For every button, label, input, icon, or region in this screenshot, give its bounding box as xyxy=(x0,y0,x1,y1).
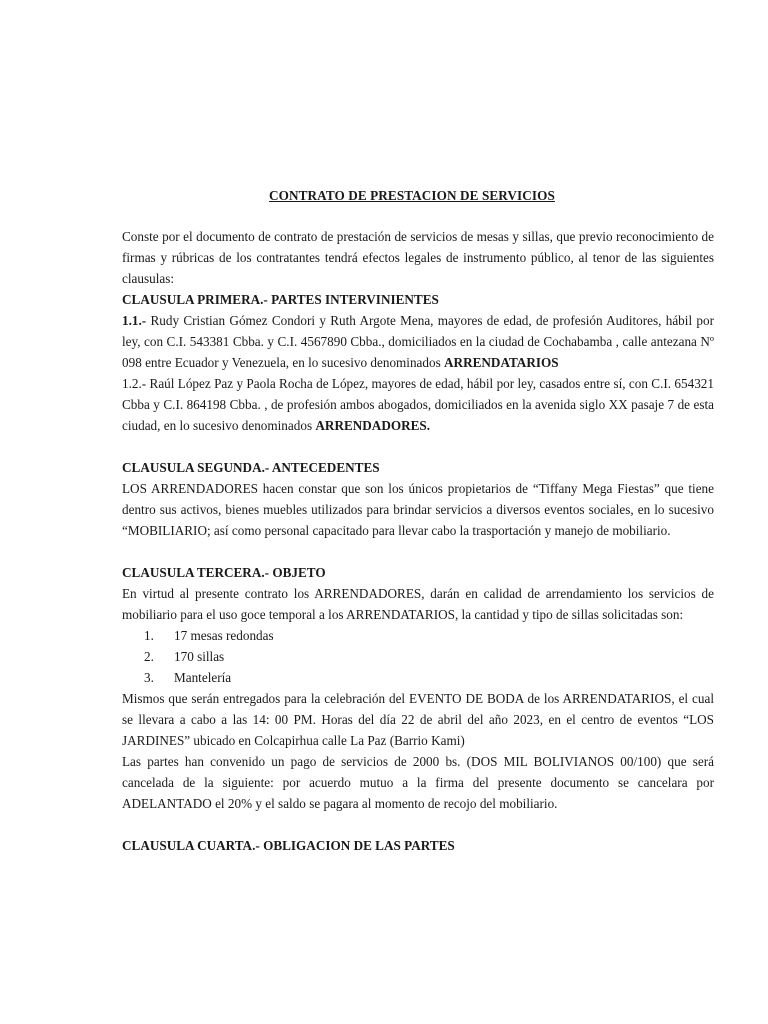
clause1-paragraph1 xyxy=(122,310,714,373)
intro-paragraph: Conste por el documento de contrato de prestación de servicios de mesas y sillas, que previo reconocimiento de firmas y rúbricas de los contratantes tendrá efectos legales de instrumento público, al tenor de las siguientes clausulas: xyxy=(122,229,714,286)
document-title: CONTRATO DE PRESTACION DE SERVICIOS xyxy=(269,188,555,203)
clause3-paragraph1: En virtud al presente contrato los ARRENDADORES, darán en calidad de arrendamiento los servicios de mobiliario para el uso goce temporal a los ARRENDATARIOS, la cantidad y tipo de sillas solicitadas son: xyxy=(122,586,714,622)
clause1-p1-text: Rudy Cristian Gómez Condori y Ruth Argote Mena, mayores de edad, de profesión Auditores, hábil por ley, con C.I. 543381 Cbba. y C.I. 4567890 Cbba., domiciliados en la ciudad de Cochabamba , calle antezana Nº 098 entre Ecuador y Venezuela, en lo sucesivo denominados xyxy=(122,313,714,370)
clause3-paragraph3: Las partes han convenido un pago de servicios de 2000 bs. (DOS MIL BOLIVIANOS 00/100) que será cancelada de la siguiente: por acuerdo mutuo a la firma del presente documento se cancelara por ADELANTADO el 20% y el saldo se pagara al momento de recojo del mobiliario. xyxy=(122,754,714,811)
list-item-label: 17 mesas redondas xyxy=(174,628,274,643)
list-item xyxy=(144,667,714,688)
clause1-p1-role: ARRENDATARIOS xyxy=(444,355,559,370)
list-item-number: 3. xyxy=(144,670,154,685)
clause1-p1-label: 1.1.- xyxy=(122,313,147,328)
clause1-p2-role: ARRENDADORES. xyxy=(315,418,431,433)
clause2-paragraph: LOS ARRENDADORES hacen constar que son los únicos propietarios de “Tiffany Mega Fiestas” que tiene dentro sus activos, bienes muebles utilizados para brindar servicios a diversos eventos sociales, en lo sucesivo “MOBILIARIO; así como personal capacitado para llevar cabo la trasportación y manejo de mobiliario. xyxy=(122,481,714,538)
clause1-heading: CLAUSULA PRIMERA.- PARTES INTERVINIENTES xyxy=(122,292,439,307)
spacer xyxy=(122,814,714,835)
list-item-number: 2. xyxy=(144,649,154,664)
spacer xyxy=(122,436,714,457)
clause1-paragraph2 xyxy=(122,373,714,436)
items-list xyxy=(122,625,714,688)
list-item-label: 170 sillas xyxy=(174,649,225,664)
clause2-heading: CLAUSULA SEGUNDA.- ANTECEDENTES xyxy=(122,460,380,475)
clause3-heading: CLAUSULA TERCERA.- OBJETO xyxy=(122,565,326,580)
clause3-paragraph2: Mismos que serán entregados para la celebración del EVENTO DE BODA de los ARRENDATARIOS, el cual se llevara a cabo a las 14: 00 PM. Horas del día 22 de abril del año 2023, en el centro de eventos “LOS JARDINES” ubicado en Colcapirhua calle La Paz (Barrio Kami) xyxy=(122,691,714,748)
list-item xyxy=(144,625,714,646)
list-item xyxy=(144,646,714,667)
clause1-p2-text: 1.2.- Raúl López Paz y Paola Rocha de López, mayores de edad, hábil por ley, casados entre sí, con C.I. 654321 Cbba y C.I. 864198 Cbba. , de profesión ambos abogados, domiciliados en la avenida siglo XX pasaje 7 de esta ciudad, en lo sucesivo denominados xyxy=(122,376,714,433)
spacer xyxy=(122,541,714,562)
list-item-label: Mantelería xyxy=(174,670,232,685)
clause4-heading: CLAUSULA CUARTA.- OBLIGACION DE LAS PARTES xyxy=(122,838,455,853)
list-item-number: 1. xyxy=(144,628,154,643)
